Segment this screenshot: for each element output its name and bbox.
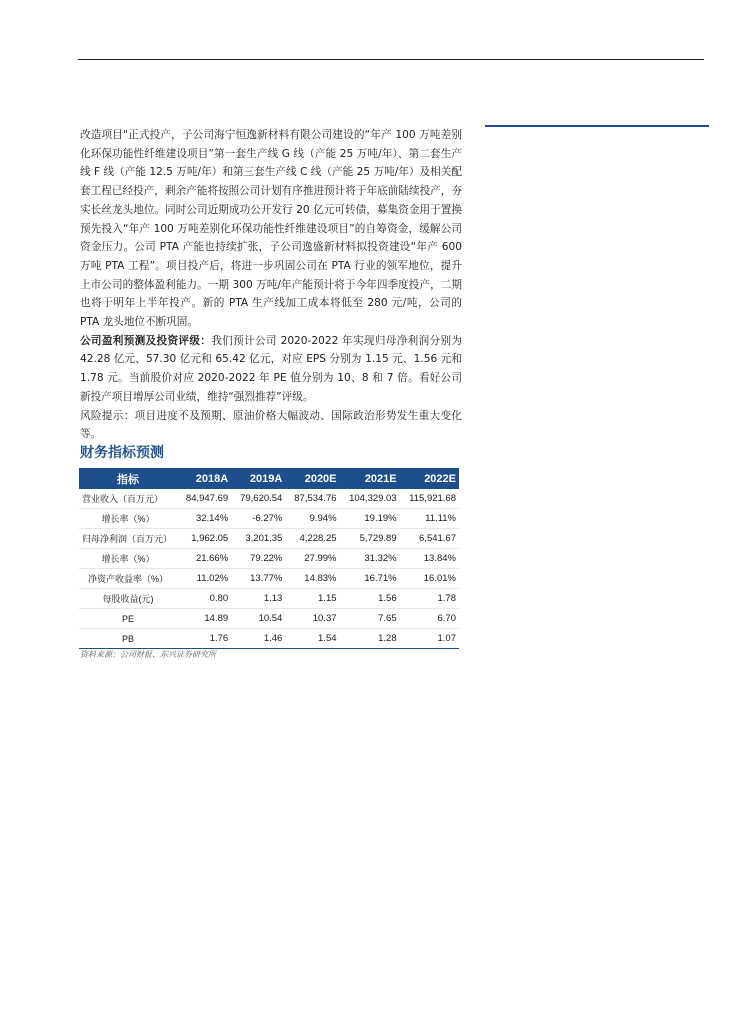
table-cell: 1.54: [285, 629, 339, 649]
table-cell: 1.56: [340, 589, 400, 609]
table-cell: 4,228.25: [285, 529, 339, 549]
table-cell: 11.02%: [177, 569, 231, 589]
table-cell: 79.22%: [231, 549, 285, 569]
table-header: 2022E: [400, 468, 459, 489]
table-cell: 16.71%: [340, 569, 400, 589]
header-rule: [78, 59, 704, 60]
paragraph-lead: 公司盈利预测及投资评级：: [80, 334, 212, 347]
table-cell: 6.70: [400, 609, 459, 629]
table-cell: 79,620.54: [231, 489, 285, 509]
paragraph-text: 我们预计公司 2020-2022 年实现归母净利润分别为 42.28 亿元、57.30 亿元和 65.42 亿元，对应 EPS 分别为 1.15 元、1.56 元和 1.78 元。当前股价对应 2020-2022 年 PE 值分别为 10、8 和 7 倍。看好公司新投产项目增厚公司业绩，维持“强烈推荐”评级。: [80, 334, 462, 403]
row-label: 营业收入（百万元）: [79, 489, 177, 509]
financial-table: [79, 468, 459, 649]
source-note: 资料来源：公司财报、东兴证券研究所: [80, 650, 216, 659]
table-header: 2020E: [285, 468, 339, 489]
paragraph-2: [80, 332, 462, 407]
table-cell: 9.94%: [285, 509, 339, 529]
table-cell: 1.46: [231, 629, 285, 649]
paragraph-text: 改造项目"正式投产，子公司海宁恒逸新材料有限公司建设的“年产 100 万吨差别化环保功能性纤维建设项目”第一套生产线 G 线（产能 25 万吨/年）、第二套生产线 F 线（产能 12.5 万吨/年）和第三套生产线 C 线（产能 25 万吨/年）及相关配套工程已经投产，剩余产能将按照公司计划有序推进预计将于年底前陆续投产，夯实长丝龙头地位。同时公司近期成功公开发行 20 亿元可转债，募集资金用于置换预先投入“年产 100 万吨差别化环保功能性纤维建设项目”的自筹资金，缓解公司资金压力。公司 PTA 产能也持续扩张，子公司逸盛新材料拟投资建设“年产 600 万吨 PTA 工程”。项目投产后，将进一步巩固公司在 PTA 行业的领军地位，提升上市公司的整体盈利能力。一期 300 万吨/年产能预计将于今年四季度投产，二期也将于明年上半年投产。新的 PTA 生产线加工成本将低至 280 元/吨，公司的 PTA 龙头地位不断巩固。: [80, 129, 462, 329]
table-row: [79, 529, 459, 549]
table-cell: 14.89: [177, 609, 231, 629]
table-header: 2018A: [177, 468, 231, 489]
paragraph-1: [80, 126, 462, 332]
row-label: PB: [79, 629, 177, 649]
table-cell: 1.15: [285, 589, 339, 609]
table-cell: 21.66%: [177, 549, 231, 569]
table-cell: 87,534.76: [285, 489, 339, 509]
row-label: 增长率（%）: [79, 509, 177, 529]
table-row: [79, 589, 459, 609]
table-row: [79, 549, 459, 569]
table-cell: 13.77%: [231, 569, 285, 589]
table-cell: 7.65: [340, 609, 400, 629]
table-cell: 1,962.05: [177, 529, 231, 549]
table-cell: 1.28: [340, 629, 400, 649]
row-label: PE: [79, 609, 177, 629]
table-cell: 10.54: [231, 609, 285, 629]
table-cell: 31.32%: [340, 549, 400, 569]
section-title: 财务指标预测: [80, 445, 164, 461]
table-header: 2019A: [231, 468, 285, 489]
table-cell: 1.78: [400, 589, 459, 609]
table-row: [79, 609, 459, 629]
table-cell: 27.99%: [285, 549, 339, 569]
table-cell: 104,329.03: [340, 489, 400, 509]
body-text: [80, 126, 462, 444]
row-label: 归母净利润（百万元）: [79, 529, 177, 549]
table-cell: 11.11%: [400, 509, 459, 529]
table-cell: 13.84%: [400, 549, 459, 569]
table-row: [79, 489, 459, 509]
table-cell: 32.14%: [177, 509, 231, 529]
table-cell: 5,729.89: [340, 529, 400, 549]
table-header-row: [79, 468, 459, 489]
table-cell: 6,541.67: [400, 529, 459, 549]
table-row: [79, 509, 459, 529]
row-label: 每股收益(元): [79, 589, 177, 609]
sidebar-rule: [485, 125, 709, 127]
table-header: 指标: [79, 468, 177, 489]
paragraph-text: 风险提示：项目进度不及预期、原油价格大幅波动、国际政治形势发生重大变化等。: [80, 409, 462, 441]
table-cell: 3,201.35: [231, 529, 285, 549]
row-label: 增长率（%）: [79, 549, 177, 569]
table-header: 2021E: [340, 468, 400, 489]
table-cell: 16.01%: [400, 569, 459, 589]
table-cell: 1.13: [231, 589, 285, 609]
table-cell: 0.80: [177, 589, 231, 609]
table-row: [79, 629, 459, 649]
table-cell: 19.19%: [340, 509, 400, 529]
table-cell: 115,921.68: [400, 489, 459, 509]
row-label: 净资产收益率（%）: [79, 569, 177, 589]
table-row: [79, 569, 459, 589]
paragraph-3: [80, 407, 462, 444]
table-cell: 1.76: [177, 629, 231, 649]
table-cell: -6.27%: [231, 509, 285, 529]
table-cell: 84,947.69: [177, 489, 231, 509]
table-cell: 14.83%: [285, 569, 339, 589]
table-cell: 10.37: [285, 609, 339, 629]
table-cell: 1.07: [400, 629, 459, 649]
